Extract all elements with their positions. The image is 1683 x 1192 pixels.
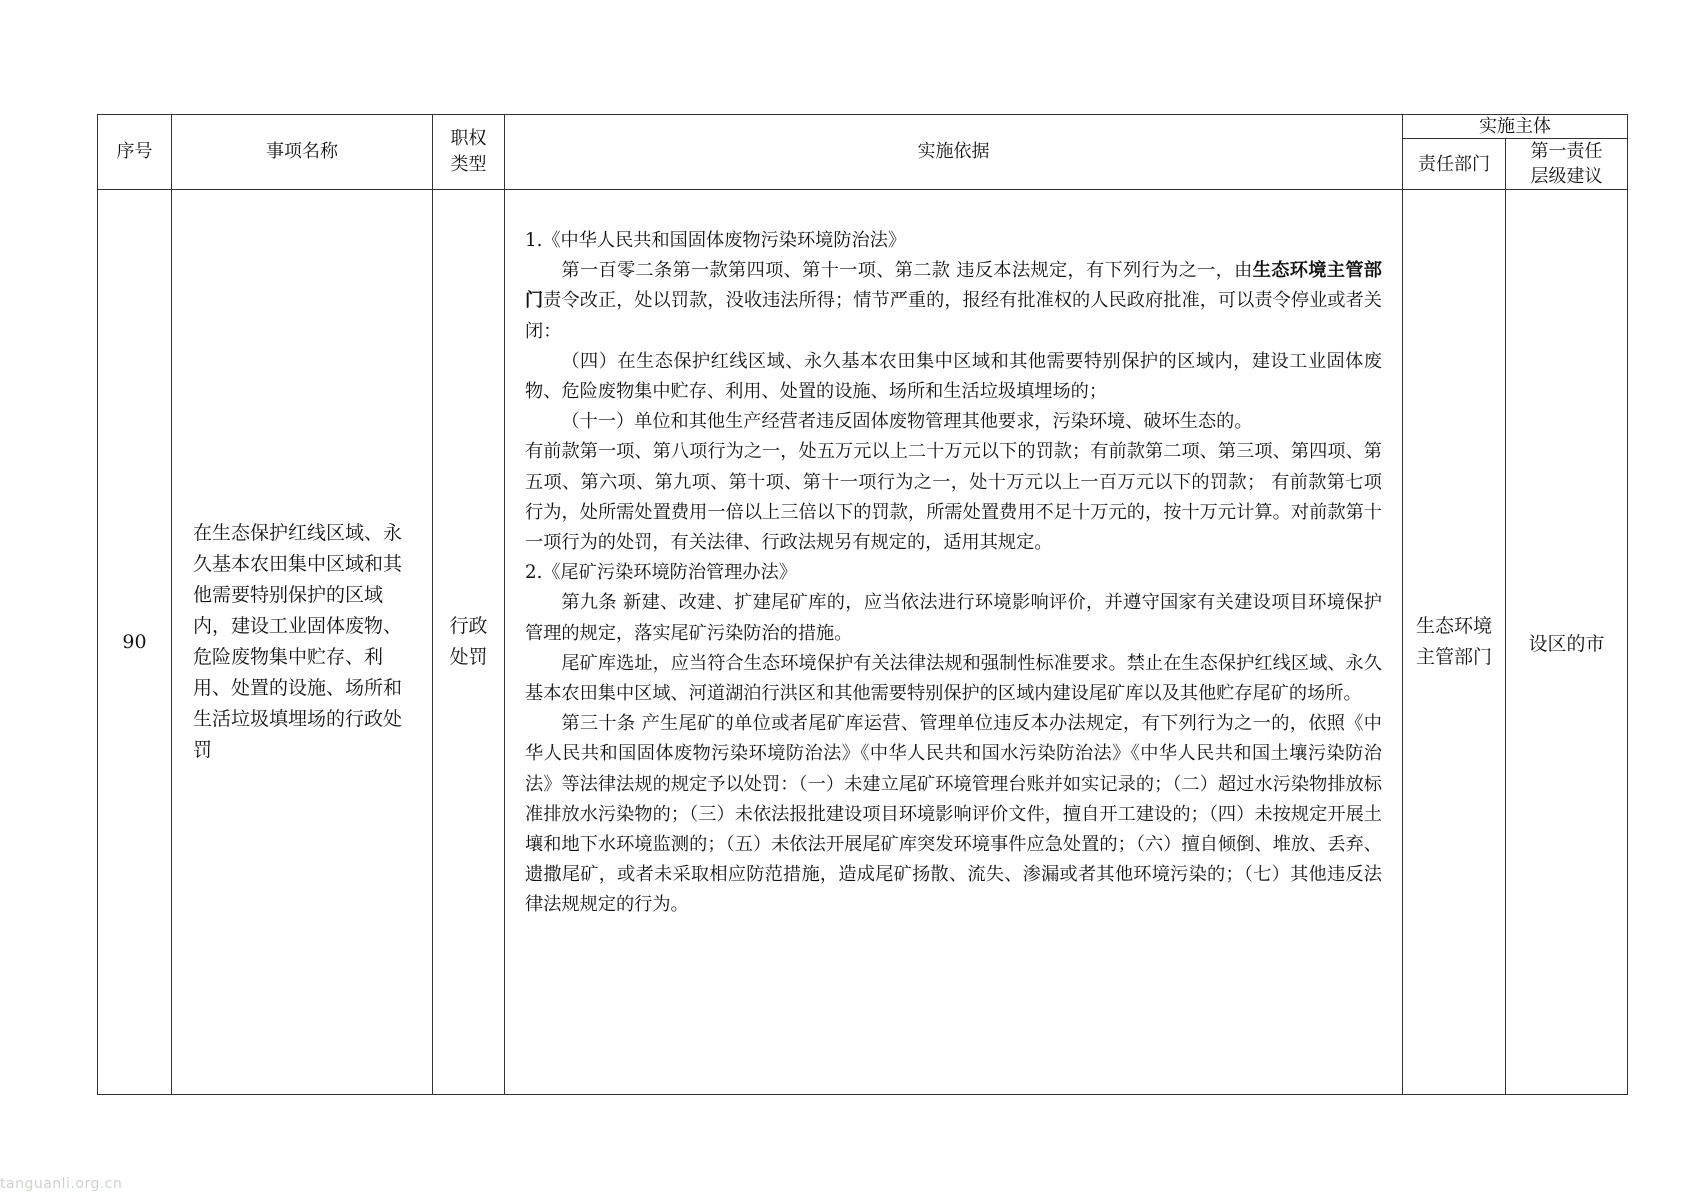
law2-paragraph-3: 第三十条 产生尾矿的单位或者尾矿库运营、管理单位违反本办法规定，有下列行为之一的，依照《中华人民共和国固体废物污染环境防治法》《中华人民共和国水污染防治法》《中华人民共和国土壤污染防治法》等法律法规的规定予以处罚：（一）未建立尾矿环境管理台账并如实记录的；（二）超过水污染物排放标准排放水污染物的；（三）未依法报批建设项目环境影响评价文件，擅自开工建设的；（四）未按规定开展土壤和地下水环境监测的；（五）未依法开展尾矿库突发环境事件应急处置的；（六）擅自倾倒、堆放、丢弃、遗撒尾矿，或者未采取相应防范措施，造成尾矿扬散、流失、渗漏或者其他环境污染的；（七）其他违反法律法规规定的行为。 <box>525 713 1382 916</box>
enforcement-table <box>97 114 1628 1095</box>
row-basis <box>505 190 1403 1095</box>
law1-paragraph-4: 有前款第一项、第八项行为之一，处五万元以上二十万元以下的罚款；有前款第二项、第三项、第四项、第五项、第六项、第九项、第十项、第十一项行为之一，处十万元以上一百万元以下的罚款； 有前款第七项行为，处所需处置费用一倍以上三倍以下的罚款，所需处置费用不足十万元的，按十万元计算。对前款第十一项行为的处罚，有关法律、行政法规另有规定的，适用其规定。 <box>525 441 1382 554</box>
law2-paragraph-1: 第九条 新建、改建、扩建尾矿库的，应当依法进行环境影响评价，并遵守国家有关建设项目环境保护管理的规定，落实尾矿污染防治的措施。 <box>525 592 1382 644</box>
table-row <box>98 190 1628 1095</box>
header-dept: 责任部门 <box>1403 139 1506 190</box>
row-dept <box>1403 190 1506 1095</box>
header-num: 序号 <box>98 115 172 190</box>
row-type <box>433 190 505 1095</box>
header-level-label: 第一责任层级建议 <box>1530 141 1603 187</box>
law1-p1-bold: 生态环境主管部门 <box>525 260 1382 312</box>
law1-p1-after: 责令改正，处以罚款，没收违法所得；情节严重的，报经有批准权的人民政府批准，可以责令停业或者关闭： <box>525 290 1382 342</box>
law1-paragraph-2: （四）在生态保护红线区域、永久基本农田集中区域和其他需要特别保护的区域内，建设工业固体废物、危险废物集中贮存、利用、处置的设施、场所和生活垃圾填埋场的； <box>525 350 1382 403</box>
law1-p1-before: 第一百零二条第一款第四项、第十一项、第二款 违反本法规定，有下列行为之一，由 <box>561 260 1253 282</box>
row-level: 设区的市 <box>1506 190 1628 1095</box>
law1-paragraph-1 <box>525 256 1382 347</box>
row-num: 90 <box>98 190 172 1095</box>
header-type-label: 职权类型 <box>450 128 487 175</box>
header-row-1 <box>98 115 1628 139</box>
row-dept-label: 生态环境主管部门 <box>1415 615 1492 668</box>
header-level <box>1506 139 1628 190</box>
header-name: 事项名称 <box>172 115 433 190</box>
law1-title: 1.《中华人民共和国固体废物污染环境防治法》 <box>525 230 907 251</box>
header-basis: 实施依据 <box>505 115 1403 190</box>
law2-title: 2.《尾矿污染环境防治管理办法》 <box>525 562 797 584</box>
law2-paragraph-2: 尾矿库选址，应当符合生态环境保护有关法律法规和强制性标准要求。禁止在生态保护红线区域、永久基本农田集中区域、河道湖泊行洪区和其他需要特别保护的区域内建设尾矿库以及其他贮存尾矿的场所。 <box>525 652 1382 705</box>
watermark: tanguanli.org.cn <box>0 1176 123 1192</box>
header-subject: 实施主体 <box>1403 115 1628 139</box>
law1-paragraph-3: （十一）单位和其他生产经营者违反固体废物管理其他要求，污染环境、破坏生态的。 <box>561 411 1253 433</box>
row-name: 在生态保护红线区域、永久基本农田集中区域和其他需要特别保护的区域内，建设工业固体废物、危险废物集中贮存、利用、处置的设施、场所和生活垃圾填埋场的行政处罚 <box>172 190 433 1095</box>
row-type-label: 行政处罚 <box>449 615 488 668</box>
header-type <box>433 115 505 190</box>
